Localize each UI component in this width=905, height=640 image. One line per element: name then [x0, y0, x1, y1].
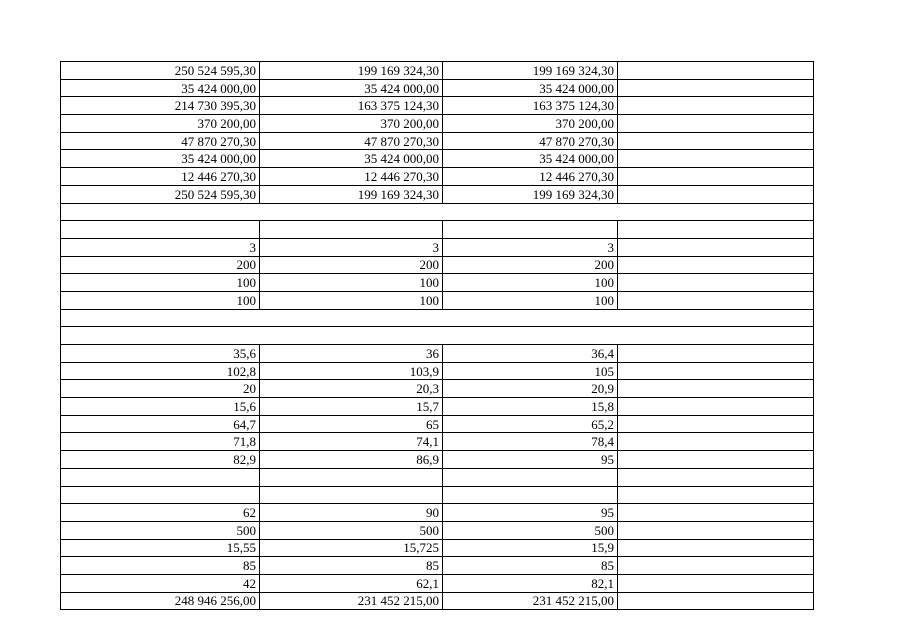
table-cell: 370 200,00: [61, 115, 260, 133]
table-cell: 100: [61, 291, 260, 309]
table-cell: [618, 486, 814, 504]
table-row: [61, 486, 814, 504]
table-cell: [443, 468, 618, 486]
table-row: [61, 62, 814, 80]
table-cell: 102,8: [61, 362, 260, 380]
table-cell: 82,1: [443, 574, 618, 592]
table-row: [61, 557, 814, 575]
table-cell: [618, 380, 814, 398]
table-cell: [260, 486, 443, 504]
table-cell: 15,7: [260, 398, 443, 416]
table-cell: 370 200,00: [260, 115, 443, 133]
table-cell: 100: [443, 274, 618, 292]
table-cell: 200: [260, 256, 443, 274]
table-cell: [618, 115, 814, 133]
table-cell: 90: [260, 504, 443, 522]
table-cell: 163 375 124,30: [443, 97, 618, 115]
table-cell: [618, 398, 814, 416]
table-cell: 12 446 270,30: [443, 168, 618, 186]
table-cell: 47 870 270,30: [260, 132, 443, 150]
table-cell: [618, 345, 814, 363]
table-cell: [618, 291, 814, 309]
table-separator-row: [61, 327, 814, 345]
table-cell: [618, 521, 814, 539]
table-row: [61, 115, 814, 133]
table-cell: 214 730 395,30: [61, 97, 260, 115]
table-row: [61, 150, 814, 168]
data-table: [60, 61, 814, 610]
table-cell: 15,55: [61, 539, 260, 557]
table-cell: 85: [443, 557, 618, 575]
table-cell: 35,6: [61, 345, 260, 363]
table-cell: 12 446 270,30: [61, 168, 260, 186]
table-cell: 74,1: [260, 433, 443, 451]
table-cell: 15,725: [260, 539, 443, 557]
table-cell: [61, 486, 260, 504]
table-cell: 500: [443, 521, 618, 539]
table-row: [61, 238, 814, 256]
table-cell: [618, 79, 814, 97]
table-cell: 35 424 000,00: [61, 79, 260, 97]
table-cell: [618, 238, 814, 256]
table-cell: 100: [260, 291, 443, 309]
table-cell: 20: [61, 380, 260, 398]
table-cell: [61, 468, 260, 486]
table-cell: 85: [61, 557, 260, 575]
table-cell: 62,1: [260, 574, 443, 592]
table-cell: 370 200,00: [443, 115, 618, 133]
table-cell: [443, 221, 618, 239]
table-cell: [618, 574, 814, 592]
table-row: [61, 291, 814, 309]
table-cell: [618, 415, 814, 433]
table-row: [61, 415, 814, 433]
table-cell: [618, 468, 814, 486]
table-row: [61, 168, 814, 186]
table-cell: [260, 468, 443, 486]
table-cell: [618, 539, 814, 557]
table-cell: [443, 486, 618, 504]
table-cell: 20,9: [443, 380, 618, 398]
table-cell: 105: [443, 362, 618, 380]
separator-cell: [61, 203, 814, 221]
table-cell: 65,2: [443, 415, 618, 433]
table-cell: 71,8: [61, 433, 260, 451]
table-cell: 200: [61, 256, 260, 274]
table-row: [61, 468, 814, 486]
table-cell: 3: [61, 238, 260, 256]
table-cell: 100: [443, 291, 618, 309]
table-row: [61, 256, 814, 274]
table-cell: 35 424 000,00: [443, 150, 618, 168]
table-cell: [618, 62, 814, 80]
table-cell: 62: [61, 504, 260, 522]
table-cell: [618, 274, 814, 292]
table-cell: 36: [260, 345, 443, 363]
table-cell: [618, 221, 814, 239]
table-cell: 199 169 324,30: [443, 62, 618, 80]
table-cell: 35 424 000,00: [260, 150, 443, 168]
table-cell: [618, 362, 814, 380]
table-row: [61, 185, 814, 203]
table-cell: [618, 557, 814, 575]
table-cell: [618, 433, 814, 451]
table-cell: 163 375 124,30: [260, 97, 443, 115]
table-cell: [61, 221, 260, 239]
table-cell: [618, 451, 814, 469]
table-row: [61, 398, 814, 416]
table-cell: 199 169 324,30: [260, 185, 443, 203]
table-cell: 35 424 000,00: [443, 79, 618, 97]
table-cell: 78,4: [443, 433, 618, 451]
table-row: [61, 345, 814, 363]
table-cell: 15,6: [61, 398, 260, 416]
table-row: [61, 380, 814, 398]
separator-cell: [61, 327, 814, 345]
table-row: [61, 539, 814, 557]
table-row: [61, 221, 814, 239]
table-cell: 85: [260, 557, 443, 575]
table-cell: 95: [443, 504, 618, 522]
table-row: [61, 132, 814, 150]
table-row: [61, 504, 814, 522]
table-cell: 65: [260, 415, 443, 433]
table-cell: 500: [260, 521, 443, 539]
table-row: [61, 592, 814, 610]
table-cell: [260, 221, 443, 239]
table-cell: [618, 132, 814, 150]
table-cell: 12 446 270,30: [260, 168, 443, 186]
table-cell: 15,9: [443, 539, 618, 557]
table-cell: 100: [61, 274, 260, 292]
table-cell: 248 946 256,00: [61, 592, 260, 610]
table-row: [61, 574, 814, 592]
table-cell: 47 870 270,30: [443, 132, 618, 150]
table-body: [61, 62, 814, 610]
table-cell: 231 452 215,00: [260, 592, 443, 610]
table-cell: 500: [61, 521, 260, 539]
table-row: [61, 433, 814, 451]
table-cell: [618, 185, 814, 203]
table-separator-row: [61, 309, 814, 327]
table-cell: 199 169 324,30: [443, 185, 618, 203]
table-separator-row: [61, 203, 814, 221]
table-cell: 47 870 270,30: [61, 132, 260, 150]
table-cell: 3: [443, 238, 618, 256]
table-cell: 36,4: [443, 345, 618, 363]
table-cell: 103,9: [260, 362, 443, 380]
table-cell: 15,8: [443, 398, 618, 416]
table-cell: 200: [443, 256, 618, 274]
separator-cell: [61, 309, 814, 327]
table-cell: 250 524 595,30: [61, 185, 260, 203]
table-cell: 86,9: [260, 451, 443, 469]
table-cell: 82,9: [61, 451, 260, 469]
table-cell: 35 424 000,00: [260, 79, 443, 97]
table-cell: [618, 592, 814, 610]
table-cell: 231 452 215,00: [443, 592, 618, 610]
table-cell: 250 524 595,30: [61, 62, 260, 80]
table-cell: [618, 168, 814, 186]
table-cell: [618, 504, 814, 522]
table-row: [61, 97, 814, 115]
table-row: [61, 362, 814, 380]
table-cell: 3: [260, 238, 443, 256]
table-row: [61, 79, 814, 97]
table-cell: 42: [61, 574, 260, 592]
table-cell: [618, 97, 814, 115]
table-cell: 199 169 324,30: [260, 62, 443, 80]
table-cell: 95: [443, 451, 618, 469]
table-cell: 20,3: [260, 380, 443, 398]
table-row: [61, 451, 814, 469]
table-cell: 100: [260, 274, 443, 292]
table-row: [61, 274, 814, 292]
table-row: [61, 521, 814, 539]
table-cell: [618, 150, 814, 168]
table-cell: 35 424 000,00: [61, 150, 260, 168]
table-cell: 64,7: [61, 415, 260, 433]
table-cell: [618, 256, 814, 274]
